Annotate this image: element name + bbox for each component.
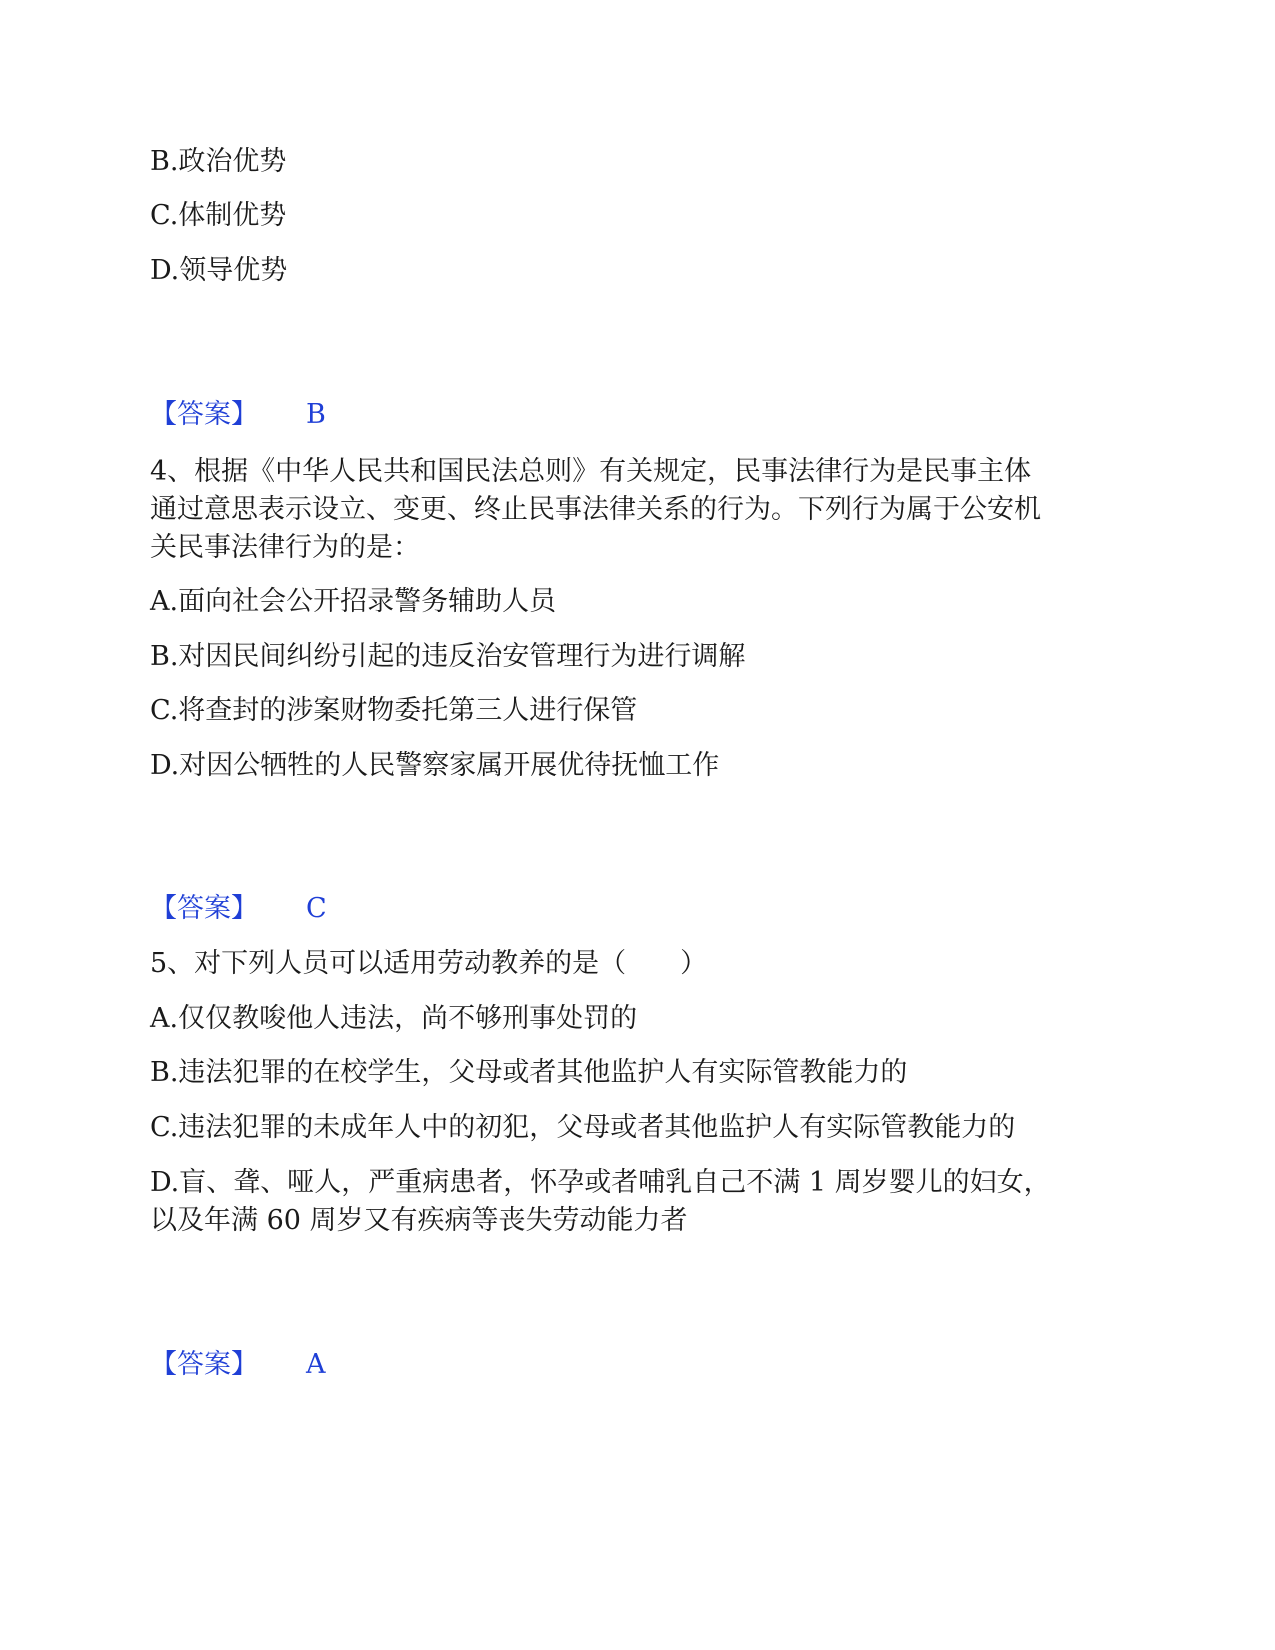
answer-label: 【答案】 — [150, 1349, 258, 1380]
answer-value: C — [306, 893, 327, 924]
q5-option-c: C.违法犯罪的未成年人中的初犯，父母或者其他监护人有实际管教能力的 — [150, 1112, 1016, 1143]
q4-option-a: A.面向社会公开招录警务辅助人员 — [150, 586, 557, 617]
q5-option-d-line-2: 以及年满 60 周岁又有疾病等丧失劳动能力者 — [150, 1205, 688, 1236]
answer-value: B — [306, 399, 326, 430]
q5-stem: 5、对下列人员可以适用劳动教养的是（ ） — [150, 948, 708, 979]
q5-answer — [150, 1347, 326, 1383]
q3-option-c: C.体制优势 — [150, 200, 287, 231]
answer-label: 【答案】 — [150, 399, 258, 430]
q4-option-c: C.将查封的涉案财物委托第三人进行保管 — [150, 695, 638, 726]
q4-answer — [150, 891, 327, 927]
q4-stem-line-1: 4、根据《中华人民共和国民法总则》有关规定，民事法律行为是民事主体 — [150, 456, 1032, 487]
q4-stem-line-2: 通过意思表示设立、变更、终止民事法律关系的行为。下列行为属于公安机 — [150, 494, 1041, 525]
q4-option-b: B.对因民间纠纷引起的违反治安管理行为进行调解 — [150, 641, 746, 672]
q3-option-d: D.领导优势 — [150, 255, 288, 286]
answer-value: A — [306, 1349, 326, 1380]
q5-option-d-line-1: D.盲、聋、哑人，严重病患者，怀孕或者哺乳自己不满 1 周岁婴儿的妇女， — [150, 1167, 1051, 1198]
q5-option-b: B.违法犯罪的在校学生，父母或者其他监护人有实际管教能力的 — [150, 1057, 908, 1088]
q4-option-d: D.对因公牺牲的人民警察家属开展优待抚恤工作 — [150, 750, 720, 781]
q3-answer — [150, 397, 326, 433]
q5-option-a: A.仅仅教唆他人违法，尚不够刑事处罚的 — [150, 1003, 638, 1034]
answer-label: 【答案】 — [150, 893, 258, 924]
q4-stem-line-3: 关民事法律行为的是： — [150, 532, 420, 563]
q3-option-b: B.政治优势 — [150, 146, 287, 177]
